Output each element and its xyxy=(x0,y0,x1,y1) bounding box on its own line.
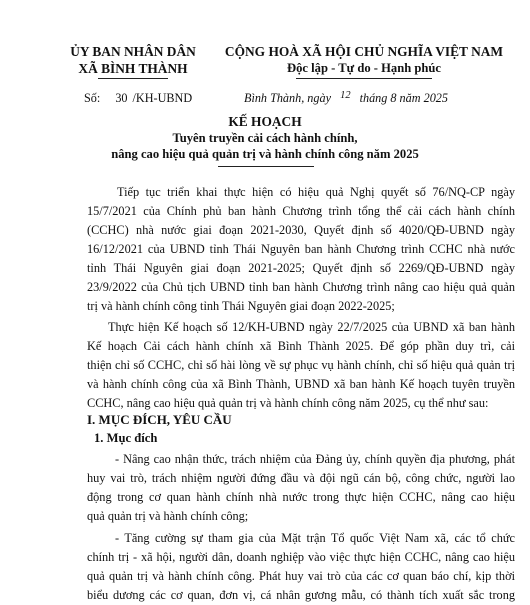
para1-line: 23/9/2022 của Chủ tịch UBND tỉnh ban hành Chương trình nâng cao hiệu quả quản xyxy=(87,280,515,294)
national-title xyxy=(204,43,524,77)
national-line-1: CỘNG HOÀ XÃ HỘI CHỦ NGHĨA VIỆT NAM xyxy=(224,44,504,59)
agency-name xyxy=(68,43,198,77)
para2-line: Kế hoạch Cải cách hành chính xã Bình Thành 2025. Để góp phần duy trì, cải xyxy=(87,339,515,353)
doc-number xyxy=(84,91,192,106)
date-day: 12 xyxy=(340,90,351,101)
para2-line: CCHC, nâng cao hiệu quả quản trị và hành chính công năm 2025, cụ thể như sau: xyxy=(87,396,489,410)
national-motto: Độc lập - Tự do - Hạnh phúc xyxy=(287,61,441,75)
plan-subtitle-2: nâng cao hiệu quả quản trị và hành chính công năm 2025 xyxy=(111,147,419,161)
doc-date xyxy=(244,91,448,106)
para4-line: - Tăng cường sự tham gia của Mặt trận Tổ quốc Việt Nam xã, các tổ chức xyxy=(115,531,515,545)
para3-line: quả quản trị và hành chính công; xyxy=(87,509,249,523)
para2-line: thiện chỉ số CCHC, chỉ số hài lòng về sự phục vụ hành chính, chỉ số hiệu quả quản trị xyxy=(87,358,515,372)
motto-underline xyxy=(296,78,432,79)
para1-line: (CCHC) nhà nước giai đoạn 2021-2030, Quyết định số 4020/QĐ-UBND ngày xyxy=(87,223,515,237)
subsection-heading-1-1: 1. Mục đích xyxy=(94,431,158,445)
para3-line: - Nâng cao nhận thức, trách nhiệm của Đảng ủy, chính quyền địa phương, phát xyxy=(115,452,515,466)
para3-line: huy vai trò, trách nhiệm người đứng đầu và đội ngũ cán bộ, công chức, người lao xyxy=(87,471,515,485)
para2-line: và hành chính công của xã Bình Thành, UBND xã ban hành Kế hoạch tuyên truyền xyxy=(87,377,515,391)
plan-subtitle-1: Tuyên truyền cải cách hành chính, xyxy=(172,131,358,145)
agency-line-2: XÃ BÌNH THÀNH xyxy=(78,61,188,76)
date-prefix: Bình Thành, ngày xyxy=(244,91,332,105)
para1-line: trị và hành chính công tỉnh Thái Nguyên giai đoạn 2022-2025; xyxy=(87,299,395,313)
agency-line-1: ỦY BAN NHÂN DÂN xyxy=(70,44,196,59)
doc-number-label: Số: xyxy=(84,91,101,105)
plan-heading: KẾ HOẠCH xyxy=(228,114,302,129)
para1-line: 15/7/2021 của Chính phủ ban hành Chương trình tổng thể cải cách hành chính xyxy=(87,204,515,218)
para1-line: Tiếp tục triển khai thực hiện có hiệu quả Nghị quyết số 76/NQ-CP ngày xyxy=(117,185,515,199)
section-heading-1: I. MỤC ĐÍCH, YÊU CẦU xyxy=(87,412,232,427)
doc-number-suffix: /KH-UBND xyxy=(132,91,193,105)
title-underline xyxy=(218,166,314,167)
para4-line: quả quản trị và hành chính công. Phát huy vai trò của các cơ quan báo chí, kịp thời xyxy=(87,569,515,583)
paragraph-legal-basis xyxy=(87,183,515,316)
agency-underline xyxy=(98,78,168,79)
date-suffix: tháng 8 năm 2025 xyxy=(359,91,448,105)
para1-line: tỉnh Thái Nguyên giai đoạn 2021-2025; Quyết định số 2269/QĐ-UBND ngày xyxy=(87,261,515,275)
para4-line: chính trị - xã hội, người dân, doanh nghiệp vào việc thực hiện CCHC, nâng cao hiệu xyxy=(87,550,515,564)
paragraph-purpose-2-lines xyxy=(87,529,515,605)
paragraph-purpose-1 xyxy=(87,450,515,526)
paragraph-implementation xyxy=(87,318,515,413)
para4-line: biểu dương các cơ quan, đơn vị, cá nhân gương mẫu, có thành tích xuất sắc trong xyxy=(87,588,515,602)
para2-line: Thực hiện Kế hoạch số 12/KH-UBND ngày 22/7/2025 của UBND xã ban hành xyxy=(108,320,515,334)
para1-line: 16/12/2021 của UBND tỉnh Thái Nguyên ban hành Chương trình CCHC nhà nước xyxy=(87,242,515,256)
doc-number-value: 30 xyxy=(115,91,128,105)
para3-line: động trong cơ quan hành chính nhà nước trong thực hiện CCHC, nâng cao hiệu xyxy=(87,490,515,504)
